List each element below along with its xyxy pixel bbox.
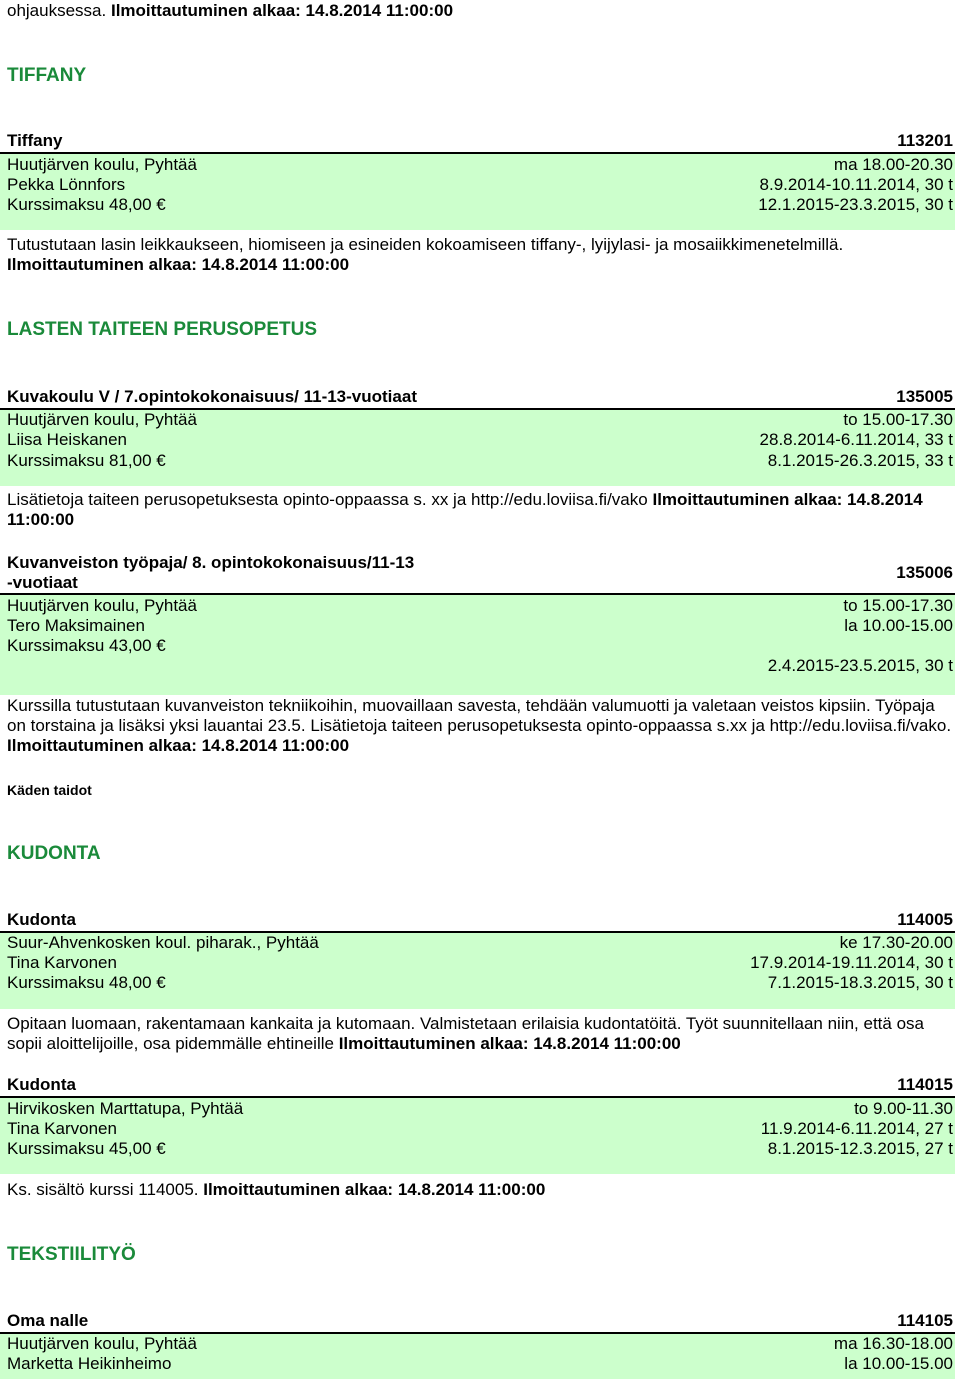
schedule: to 15.00-17.30 [843, 410, 953, 429]
registration-text: Ilmoittautuminen alkaa: 14.8.2014 11:00:00 [338, 1034, 681, 1053]
course-row [7, 1139, 953, 1159]
fee: Kurssimaksu 45,00 € [7, 1139, 166, 1158]
course-title: Kuvanveiston työpaja/ 8. opintokokonaisuus/11-13 [7, 553, 415, 572]
dates: 28.8.2014-6.11.2014, 33 t [759, 430, 953, 449]
registration-text: Ilmoittautuminen alkaa: 14.8.2014 11:00:00 [7, 490, 923, 529]
dates: 8.1.2015-26.3.2015, 33 t [767, 451, 953, 470]
intro-line [7, 1, 453, 21]
location: Hirvikosken Marttatupa, Pyhtää [7, 1099, 244, 1118]
course-code: 135006 [896, 563, 953, 582]
course-row [7, 155, 953, 175]
location: Huutjärven koulu, Pyhtää [7, 1334, 197, 1353]
schedule: to 15.00-17.30 [843, 596, 953, 615]
course-header-114015 [0, 1075, 955, 1098]
description-text: Ks. sisältö kurssi 114005. [7, 1180, 199, 1199]
course-title: Oma nalle [7, 1311, 89, 1330]
course-row [7, 410, 953, 430]
course-row [7, 195, 953, 215]
course-row [7, 953, 953, 973]
intro-text: ohjauksessa. [7, 1, 107, 20]
location: Suur-Ahvenkosken koul. piharak., Pyhtää [7, 933, 319, 952]
fee: Kurssimaksu 81,00 € [7, 451, 166, 470]
course-header-113201 [0, 131, 955, 154]
dates: 17.9.2014-19.11.2014, 30 t [750, 953, 953, 972]
course-title: Kuvakoulu V / 7.opintokokonaisuus/ 11-13-vuotiaat [7, 387, 417, 406]
registration-text: Ilmoittautuminen alkaa: 14.8.2014 11:00:00 [203, 1180, 546, 1199]
section-heading-kudonta: KUDONTA [7, 843, 101, 864]
course-code: 135005 [896, 387, 953, 406]
course-header-135006-rule [0, 573, 955, 595]
category-heading: Käden taidot [7, 782, 92, 798]
course-info-box [0, 410, 955, 486]
teacher: Marketta Heikinheimo [7, 1354, 172, 1373]
teacher: Tina Karvonen [7, 1119, 117, 1138]
registration-text: Ilmoittautuminen alkaa: 14.8.2014 11:00:00 [7, 255, 350, 274]
course-title: Kudonta [7, 1075, 76, 1094]
course-title-cont: -vuotiaat [7, 573, 78, 592]
fee: Kurssimaksu 48,00 € [7, 195, 166, 214]
course-header-114105 [0, 1311, 955, 1334]
course-info-box [0, 1334, 955, 1379]
course-row [7, 1334, 953, 1354]
teacher: Tero Maksimainen [7, 616, 145, 635]
section-heading-lasten: LASTEN TAITEEN PERUSOPETUS [7, 319, 318, 340]
teacher: Tina Karvonen [7, 953, 117, 972]
location: Huutjärven koulu, Pyhtää [7, 410, 197, 429]
schedule: la 10.00-15.00 [844, 616, 953, 635]
course-row [7, 616, 953, 636]
dates: 11.9.2014-6.11.2014, 27 t [760, 1119, 953, 1138]
fee: Kurssimaksu 48,00 € [7, 973, 166, 992]
course-row [7, 1119, 953, 1139]
location: Huutjärven koulu, Pyhtää [7, 596, 197, 615]
course-row [7, 656, 953, 676]
course-info-box [0, 1098, 955, 1174]
dates: 8.1.2015-12.3.2015, 27 t [767, 1139, 953, 1158]
course-header-135005 [0, 387, 955, 410]
course-row [7, 636, 953, 656]
section-heading-tiffany: TIFFANY [7, 65, 87, 86]
course-code: 114005 [897, 910, 953, 929]
description-text: Tutustutaan lasin leikkaukseen, hiomiseen ja esineiden kokoamiseen tiffany-, lyijylasi- ja mosaiikkimenetelmillä. [7, 235, 844, 254]
course-description [7, 235, 952, 275]
course-title: Tiffany [7, 131, 63, 150]
teacher: Liisa Heiskanen [7, 430, 128, 449]
course-row [7, 175, 953, 195]
course-description [7, 490, 952, 530]
schedule: la 10.00-15.00 [844, 1354, 953, 1373]
course-description [7, 1180, 952, 1200]
course-title: Kudonta [7, 910, 76, 929]
course-code: 113201 [897, 131, 953, 150]
course-info-box [0, 595, 955, 695]
course-code: 114105 [897, 1311, 953, 1330]
schedule: to 9.00-11.30 [854, 1099, 953, 1118]
course-header-114005 [0, 910, 955, 933]
dates: 8.9.2014-10.11.2014, 30 t [759, 175, 953, 194]
description-text: Kurssilla tutustutaan kuvanveiston tekniikoihin, muovaillaan savesta, tehdään valumuotti ja valetaan veistos kipsiin. Työpaja on torstaina ja lisäksi yksi lauantai 23.5. Lisätietoja taiteen perusopetuksesta opinto-oppaassa s.xx ja http://edu.loviisa.fi/vako. [7, 696, 952, 735]
schedule: ma 18.00-20.30 [833, 155, 953, 174]
section-heading-tekstiili: TEKSTIILITYÖ [7, 1244, 136, 1265]
course-code: 114015 [897, 1075, 953, 1094]
course-description [7, 696, 952, 756]
location: Huutjärven koulu, Pyhtää [7, 155, 197, 174]
course-row [7, 933, 953, 953]
course-description [7, 1014, 952, 1054]
course-row [7, 430, 953, 450]
course-row [7, 596, 953, 616]
course-row [7, 1099, 953, 1119]
course-row [7, 973, 953, 993]
schedule: ma 16.30-18.00 [833, 1334, 953, 1353]
fee: Kurssimaksu 43,00 € [7, 636, 166, 655]
course-row [7, 1354, 953, 1374]
course-info-box [0, 154, 955, 230]
course-info-box [0, 933, 955, 1009]
dates: 7.1.2015-18.3.2015, 30 t [767, 973, 953, 992]
registration-text: Ilmoittautuminen alkaa: 14.8.2014 11:00:00 [7, 736, 350, 755]
description-text: Opitaan luomaan, rakentamaan kankaita ja kutomaan. Valmistetaan erilaisia kudontatöitä. Työt suunnitellaan niin, että osa sopii aloittelijoille, osa pidemmälle ehtineille [7, 1014, 924, 1053]
dates: 12.1.2015-23.3.2015, 30 t [758, 195, 953, 214]
registration-text: Ilmoittautuminen alkaa: 14.8.2014 11:00:00 [110, 1, 454, 20]
description-text: Lisätietoja taiteen perusopetuksesta opinto-oppaassa s. xx ja http://edu.loviisa.fi/vako [7, 490, 648, 509]
teacher: Pekka Lönnfors [7, 175, 126, 194]
dates: 2.4.2015-23.5.2015, 30 t [767, 656, 953, 675]
course-row [7, 451, 953, 471]
schedule: ke 17.30-20.00 [839, 933, 953, 952]
